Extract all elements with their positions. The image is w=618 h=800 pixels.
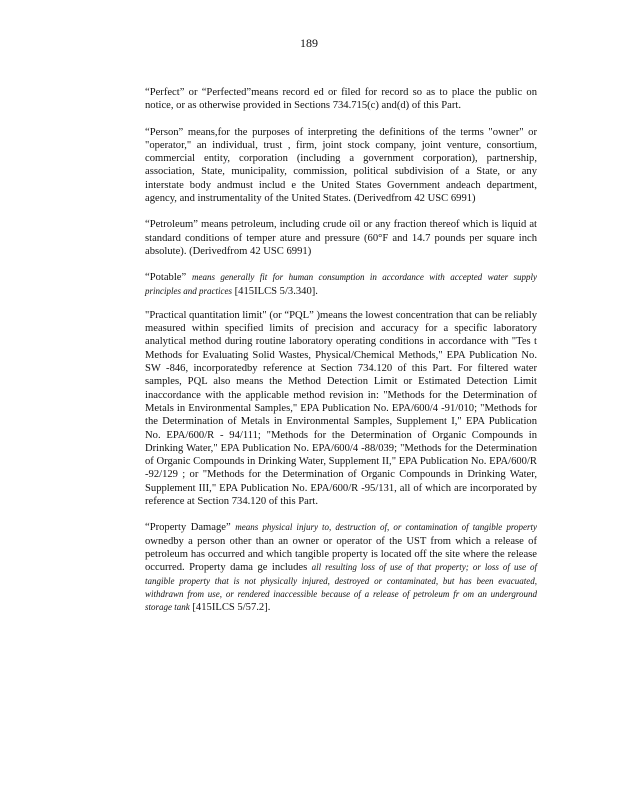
statutory-italic-text: means generally fit for human consumption in accordance with accepted water supply principles and practices xyxy=(145,272,537,296)
definition-property-damage xyxy=(145,521,537,614)
definition-text: “Perfect” or “Perfected”means record ed or filed for record so as to place the public on notice, or as otherwise provided in Sections 734.715(c) and(d) of this Part. xyxy=(145,87,537,112)
definition-text: "Practical quantitation limit" (or “PQL” )means the lowest concentration that can be reliably measured within specified limits of precision and accuracy for a specific laboratory analytical method during routine laboratory operating conditions in accordance with "Tes t Methods for Evaluating Solid Wastes, Physical/Chemical Methods," EPA Publication No. SW -846, incorporatedby reference at Section 734.120 of this Part. For filtered water samples, PQL also means the Method Detection Limit or Estimated Detection Limit inaccordance with the applicable method revision in: "Methods for the Determination of Metals in Environmental Samples," EPA Publication No. EPA/600/4 -91/010; "Methods for the Determination of Metals in Environmental Samples, Supplement I," EPA Publication No. EPA/600/R - 94/111; "Methods for the Determination of Organic Compounds in Drinking Water," EPA Publication No. EPA/600/4 -88/039; "Methods for the Determination of Organic Compounds in Drinking Water, Supplement II," EPA Publication No. EPA/600/R -92/129 ; or "Methods for the Determination of Organic Compounds in Drinking Water, Supplement III," EPA Publication No. EPA/600/R -95/131, all of which are incorporated by reference at Section 734.120 of this Part. xyxy=(145,309,537,508)
page-number: 189 xyxy=(300,36,318,50)
statutory-italic-text: means physical injury to, destruction of, or contamination of tangible property xyxy=(235,522,538,533)
citation: [415ILCS 5/57.2]. xyxy=(189,602,271,614)
definition-text: “Petroleum” means petroleum, including crude oil or any fraction thereof which is liquid at standard conditions of temper ature and pressure (60°F and 14.7 pounds per square inch absolute). (Derivedfrom 42 USC 6991) xyxy=(145,219,537,257)
definition-pql xyxy=(145,309,537,508)
defined-term: “Potable” xyxy=(145,272,192,284)
citation: [415ILCS 5/3.340]. xyxy=(232,285,318,297)
definition-petroleum xyxy=(145,218,537,258)
definition-text: ownedby a person other than an owner or operator of the UST from which a release of petroleum has occurred and which tangible property is located off the site where the release occurred. Property dama ge includes xyxy=(145,535,537,574)
statutory-italic-text: all resulting loss of use of that property; or loss of use of tangible property that is not physically injured, destroyed or contaminated, but has been evacuated, withdrawn from use, or rendered inaccessible because of a release of petroleum fr om an underground storage tank xyxy=(145,562,537,613)
definition-perfect xyxy=(145,86,537,113)
definition-person xyxy=(145,126,537,206)
definition-text: “Person” means,for the purposes of interpreting the definitions of the terms "owner" or "operator," an individual, trust , firm, joint stock company, joint venture, consortium, commercial entity, corporation (including a government corporation), partnership, association, State, municipality, commission, political subdivision of a State, or any interstate body andmust includ e the United States Government andeach department, agency, and instrumentality of the United States. (Derivedfrom 42 USC 6991) xyxy=(145,126,537,205)
definition-potable xyxy=(145,271,537,298)
defined-term: “Property Damage” xyxy=(145,522,236,534)
definitions-body xyxy=(145,86,537,627)
